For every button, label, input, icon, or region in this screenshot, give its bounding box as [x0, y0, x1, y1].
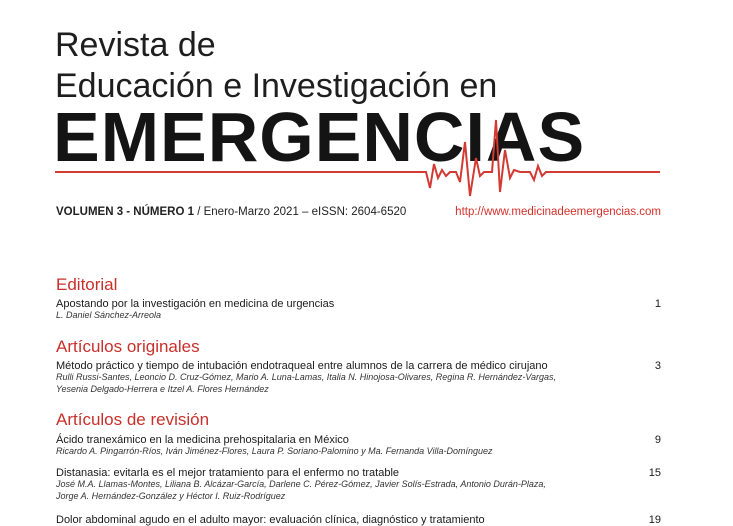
article-authors: Yesenia Delgado-Herrera e Itzel A. Flores Hernández — [56, 383, 269, 394]
journal-title-line2: Educación e Investigación en — [55, 67, 498, 105]
article-authors: Ricardo A. Pingarrón-Ríos, Iván Jiménez-Flores, Laura P. Soriano-Palomino y Ma. Fernanda Villa-Domínguez — [56, 446, 493, 456]
article-title: Distanasia: evitarla es el mejor tratamiento para el enfermo no tratable — [56, 467, 400, 479]
section-heading-originales: Artículos originales — [56, 337, 200, 356]
section-heading-revision: Artículos de revisión — [56, 410, 210, 429]
article-title: Apostando por la investigación en medicina de urgencias — [56, 298, 335, 310]
article-authors: José M.A. Llamas-Montes, Liliana B. Alcázar-García, Darlene C. Pérez-Gómez, Javier Solís-Estrada, Antonio Durán-Plaza, — [56, 479, 546, 489]
article-page-number: 9 — [654, 434, 661, 446]
toc-entry[interactable] — [56, 434, 661, 458]
journal-title-line1: Revista de — [55, 26, 216, 64]
article-title: Ácido tranexámico en la medicina prehospitalaria en México — [56, 434, 349, 446]
volume-number: VOLUMEN 3 - NÚMERO 1 — [56, 206, 195, 218]
issue-details: / Enero-Marzo 2021 – eISSN: 2604-6520 — [194, 206, 407, 218]
section-heading-editorial: Editorial — [56, 275, 118, 294]
article-page-number: 15 — [648, 467, 661, 479]
article-title: Método práctico y tiempo de intubación endotraqueal entre alumnos de la carrera de médico cirujano — [56, 360, 548, 372]
toc-entry[interactable] — [56, 298, 661, 322]
journal-url-link[interactable]: http://www.medicinadeemergencias.com — [455, 206, 661, 218]
article-authors: Rulli Russi-Santes, Leoncio D. Cruz-Gómez, Mario A. Luna-Lamas, Italia N. Hinojosa-Olivares, Regina R. Hernández-Vargas, — [56, 372, 557, 382]
article-authors: Jorge A. Hernández-González y Héctor I. Ruiz-Rodríguez — [56, 490, 286, 501]
issue-info — [56, 206, 406, 218]
article-title: Dolor abdominal agudo en el adulto mayor: evaluación clínica, diagnóstico y tratamiento — [56, 514, 485, 526]
article-page-number: 19 — [648, 514, 661, 526]
article-page-number: 1 — [654, 298, 661, 310]
toc-entry[interactable] — [56, 360, 661, 395]
ecg-line-graphic — [0, 0, 733, 200]
toc-entry[interactable] — [56, 467, 661, 502]
article-page-number: 3 — [654, 360, 661, 372]
article-authors: L. Daniel Sánchez-Arreola — [56, 310, 162, 320]
toc-entry[interactable] — [56, 514, 661, 526]
journal-title-emergencias: EMERGENCIAS — [53, 98, 586, 176]
